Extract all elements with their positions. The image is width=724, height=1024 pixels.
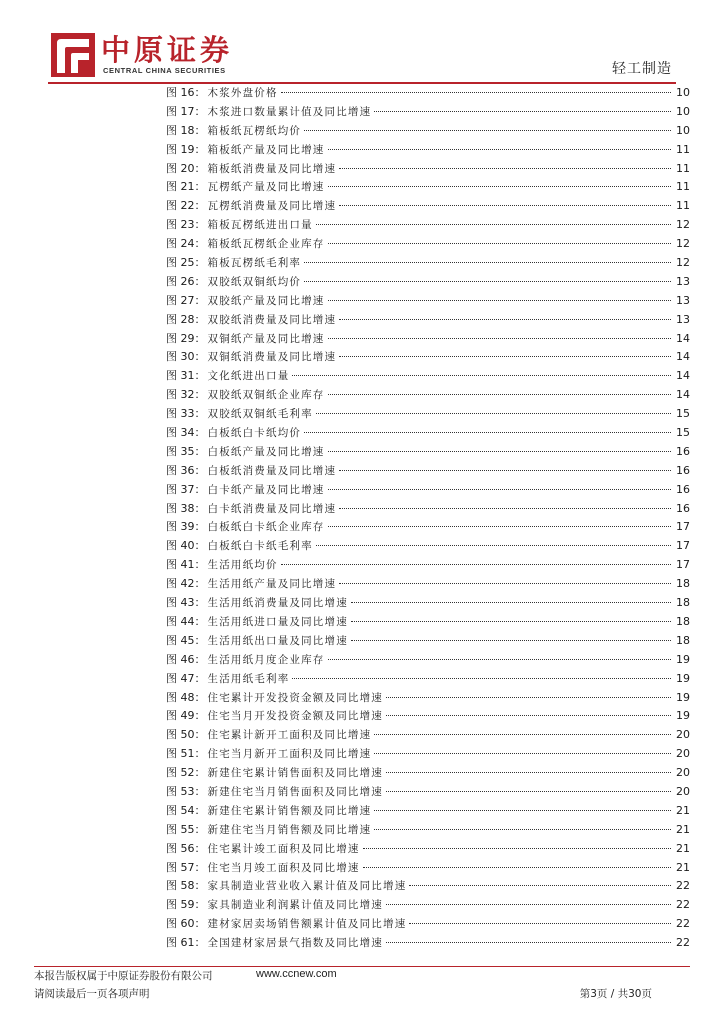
toc-entry[interactable] (166, 518, 690, 537)
page-number: 第3页 / 共30页 (579, 988, 652, 1000)
toc-figure-title: 住宅累计竣工面积及同比增速 (207, 842, 360, 855)
toc-entry[interactable] (166, 651, 690, 670)
toc-figure-number: 图 41： (166, 558, 206, 572)
toc-figure-number: 图 31： (166, 369, 206, 383)
toc-page-number: 11 (676, 180, 690, 194)
toc-figure-number: 图 28： (166, 312, 206, 326)
toc-figure-number: 图 52： (166, 766, 206, 780)
toc-page-number: 12 (676, 256, 690, 270)
toc-figure-number: 图 26： (166, 274, 206, 288)
toc-entry[interactable] (166, 689, 690, 708)
toc-dot-leader (386, 942, 671, 943)
toc-page-number: 13 (676, 293, 690, 307)
toc-dot-leader (374, 753, 671, 754)
toc-figure-number: 图 19： (166, 142, 206, 156)
company-name-en: CENTRAL CHINA SECURITIES (103, 66, 226, 75)
toc-dot-leader (328, 659, 672, 660)
toc-dot-leader (328, 338, 672, 339)
toc-figure-title: 家具制造业利润累计值及同比增速 (207, 899, 383, 912)
toc-page-number: 22 (676, 898, 690, 912)
toc-figure-number: 图 17： (166, 104, 206, 118)
toc-dot-leader (339, 319, 671, 320)
toc-dot-leader (339, 356, 671, 357)
toc-page-number: 16 (676, 482, 690, 496)
toc-figure-title: 双胶纸双铜纸企业库存 (207, 389, 325, 402)
toc-figure-title: 双胶纸产量及同比增速 (207, 294, 325, 307)
toc-entry[interactable] (166, 745, 690, 764)
toc-figure-title: 生活用纸进口量及同比增速 (207, 615, 348, 628)
toc-figure-title: 箱板纸消费量及同比增速 (207, 162, 337, 175)
toc-page-number: 10 (676, 86, 690, 99)
toc-figure-title: 新建住宅累计销售面积及同比增速 (207, 767, 383, 780)
toc-figure-number: 图 47： (166, 671, 206, 685)
toc-figure-number: 图 56： (166, 841, 206, 855)
toc-entry[interactable] (166, 537, 690, 556)
toc-entry[interactable] (166, 216, 690, 235)
toc-figure-title: 白板纸白卡纸毛利率 (207, 540, 313, 553)
toc-page-number: 20 (676, 766, 690, 780)
toc-entry[interactable] (166, 292, 690, 311)
toc-dot-leader (316, 224, 671, 225)
toc-dot-leader (316, 413, 671, 414)
toc-page-number: 16 (676, 444, 690, 458)
toc-dot-leader (304, 262, 671, 263)
toc-figure-title: 文化纸进出口量 (207, 370, 290, 383)
toc-entry[interactable] (166, 254, 690, 273)
toc-entry[interactable] (166, 197, 690, 216)
toc-figure-title: 家具制造业营业收入累计值及同比增速 (207, 880, 407, 893)
toc-page-number: 19 (676, 652, 690, 666)
toc-page-number: 11 (676, 142, 690, 156)
toc-figure-number: 图 43： (166, 596, 206, 610)
toc-page-number: 13 (676, 274, 690, 288)
toc-figure-title: 住宅累计开发投资金额及同比增速 (207, 691, 383, 704)
toc-dot-leader (386, 772, 671, 773)
toc-dot-leader (386, 904, 671, 905)
toc-dot-leader (281, 564, 671, 565)
toc-page-number: 16 (676, 463, 690, 477)
toc-figure-title: 双铜纸消费量及同比增速 (207, 351, 337, 364)
toc-figure-title: 新建住宅当月销售额及同比增速 (207, 823, 372, 836)
toc-page-number: 10 (676, 104, 690, 118)
toc-figure-number: 图 44： (166, 614, 206, 628)
toc-figure-number: 图 48： (166, 690, 206, 704)
toc-dot-leader (339, 470, 671, 471)
disclaimer-note: 请阅读最后一页各项声明 (34, 988, 150, 1000)
toc-dot-leader (374, 829, 671, 830)
toc-page-number: 22 (676, 879, 690, 893)
toc-page-number: 18 (676, 614, 690, 628)
toc-dot-leader (328, 300, 672, 301)
toc-page-number: 19 (676, 671, 690, 685)
toc-entry[interactable] (166, 141, 690, 160)
toc-dot-leader (374, 810, 671, 811)
toc-figure-title: 生活用纸毛利率 (207, 672, 290, 685)
toc-page-number: 12 (676, 237, 690, 251)
toc-figure-title: 箱板纸瓦楞纸均价 (207, 124, 302, 137)
toc-page-number: 19 (676, 709, 690, 723)
toc-figure-title: 住宅累计新开工面积及同比增速 (207, 729, 372, 742)
toc-page-number: 14 (676, 350, 690, 364)
toc-figure-title: 住宅当月竣工面积及同比增速 (207, 861, 360, 874)
industry-label: 轻工制造 (612, 61, 672, 77)
toc-entry[interactable] (166, 896, 690, 915)
toc-page-number: 21 (676, 803, 690, 817)
toc-dot-leader (316, 545, 671, 546)
toc-entry[interactable] (166, 500, 690, 519)
toc-entry[interactable] (166, 802, 690, 821)
toc-figure-title: 白板纸产量及同比增速 (207, 445, 325, 458)
toc-figure-number: 图 23： (166, 218, 206, 232)
toc-entry[interactable] (166, 934, 690, 953)
toc-entry[interactable] (166, 613, 690, 632)
toc-dot-leader (304, 432, 671, 433)
toc-figure-title: 白板纸消费量及同比增速 (207, 464, 337, 477)
toc-dot-leader (281, 92, 671, 93)
toc-page-number: 17 (676, 520, 690, 534)
toc-dot-leader (386, 697, 671, 698)
toc-page-number: 22 (676, 936, 690, 950)
toc-figure-title: 白卡纸产量及同比增速 (207, 483, 325, 496)
toc-figure-title: 箱板纸瓦楞纸企业库存 (207, 238, 325, 251)
toc-entry[interactable] (166, 160, 690, 179)
toc-figure-title: 箱板纸产量及同比增速 (207, 143, 325, 156)
toc-page-number: 14 (676, 331, 690, 345)
toc-figure-title: 新建住宅当月销售面积及同比增速 (207, 785, 383, 798)
toc-entry[interactable] (166, 178, 690, 197)
toc-page-number: 21 (676, 822, 690, 836)
toc-figure-number: 图 39： (166, 520, 206, 534)
toc-figure-title: 新建住宅累计销售额及同比增速 (207, 804, 372, 817)
toc-dot-leader (328, 489, 672, 490)
footer-divider (34, 966, 690, 967)
toc-dot-leader (328, 526, 672, 527)
toc-dot-leader (409, 885, 671, 886)
toc-entry[interactable] (166, 424, 690, 443)
toc-figure-number: 图 54： (166, 803, 206, 817)
toc-page-number: 20 (676, 728, 690, 742)
toc-page-number: 18 (676, 577, 690, 591)
toc-entry[interactable] (166, 481, 690, 500)
toc-figure-number: 图 35： (166, 444, 206, 458)
toc-figure-title: 生活用纸均价 (207, 559, 278, 572)
toc-figure-title: 生活用纸产量及同比增速 (207, 578, 337, 591)
page-header (0, 0, 724, 84)
toc-figure-title: 双胶纸双铜纸毛利率 (207, 408, 313, 421)
toc-entry[interactable] (166, 367, 690, 386)
toc-dot-leader (363, 867, 671, 868)
toc-dot-leader (328, 394, 672, 395)
toc-figure-number: 图 36： (166, 463, 206, 477)
toc-entry[interactable] (166, 764, 690, 783)
toc-dot-leader (374, 734, 671, 735)
toc-figure-number: 图 59： (166, 898, 206, 912)
toc-page-number: 19 (676, 690, 690, 704)
toc-entry[interactable] (166, 443, 690, 462)
toc-dot-leader (339, 168, 671, 169)
toc-page-number: 13 (676, 312, 690, 326)
toc-entry[interactable] (166, 915, 690, 934)
toc-page-number: 15 (676, 426, 690, 440)
toc-entry[interactable] (166, 462, 690, 481)
toc-page-number: 20 (676, 784, 690, 798)
toc-figure-title: 木浆外盘价格 (207, 87, 278, 99)
toc-dot-leader (328, 149, 672, 150)
toc-dot-leader (386, 715, 671, 716)
toc-entry[interactable] (166, 386, 690, 405)
toc-page-number: 12 (676, 218, 690, 232)
toc-figure-number: 图 40： (166, 539, 206, 553)
toc-figure-number: 图 25： (166, 256, 206, 270)
toc-page-number: 14 (676, 388, 690, 402)
toc-page-number: 20 (676, 747, 690, 761)
toc-dot-leader (292, 375, 671, 376)
toc-figure-number: 图 42： (166, 577, 206, 591)
toc-figure-number: 图 21： (166, 180, 206, 194)
toc-entry[interactable] (166, 575, 690, 594)
toc-figure-title: 建材家居卖场销售额累计值及同比增速 (207, 918, 407, 931)
toc-figure-number: 图 37： (166, 482, 206, 496)
toc-figure-number: 图 57： (166, 860, 206, 874)
toc-figure-title: 生活用纸出口量及同比增速 (207, 634, 348, 647)
toc-dot-leader (386, 791, 671, 792)
toc-entry[interactable] (166, 670, 690, 689)
toc-entry[interactable] (166, 556, 690, 575)
toc-figure-number: 图 33： (166, 407, 206, 421)
toc-entry[interactable] (166, 877, 690, 896)
toc-figure-number: 图 60： (166, 917, 206, 931)
toc-figure-number: 图 49： (166, 709, 206, 723)
toc-figure-number: 图 20： (166, 161, 206, 175)
toc-entry[interactable] (166, 783, 690, 802)
figure-list (166, 84, 690, 953)
toc-figure-number: 图 38： (166, 501, 206, 515)
toc-figure-number: 图 46： (166, 652, 206, 666)
toc-entry[interactable] (166, 726, 690, 745)
toc-dot-leader (328, 451, 672, 452)
toc-page-number: 17 (676, 539, 690, 553)
toc-entry[interactable] (166, 859, 690, 878)
toc-dot-leader (304, 130, 671, 131)
toc-figure-title: 双铜纸产量及同比增速 (207, 332, 325, 345)
toc-dot-leader (328, 186, 672, 187)
toc-figure-number: 图 55： (166, 822, 206, 836)
toc-figure-title: 瓦楞纸产量及同比增速 (207, 181, 325, 194)
website-link[interactable]: www.ccnew.com (256, 968, 337, 980)
toc-figure-title: 白卡纸消费量及同比增速 (207, 502, 337, 515)
toc-figure-title: 双胶纸双铜纸均价 (207, 275, 302, 288)
toc-figure-title: 全国建材家居景气指数及同比增速 (207, 937, 383, 950)
toc-figure-number: 图 24： (166, 237, 206, 251)
toc-entry[interactable] (166, 235, 690, 254)
toc-entry[interactable] (166, 594, 690, 613)
toc-figure-number: 图 45： (166, 633, 206, 647)
toc-page-number: 16 (676, 501, 690, 515)
toc-figure-title: 瓦楞纸消费量及同比增速 (207, 200, 337, 213)
toc-figure-number: 图 34： (166, 426, 206, 440)
toc-page-number: 18 (676, 596, 690, 610)
toc-figure-title: 生活用纸月度企业库存 (207, 653, 325, 666)
toc-figure-number: 图 32： (166, 388, 206, 402)
toc-entry[interactable] (166, 707, 690, 726)
toc-figure-number: 图 53： (166, 784, 206, 798)
toc-entry[interactable] (166, 840, 690, 859)
toc-entry[interactable] (166, 348, 690, 367)
toc-figure-number: 图 27： (166, 293, 206, 307)
toc-figure-number: 图 22： (166, 199, 206, 213)
toc-figure-title: 木浆进口数量累计值及同比增速 (207, 105, 372, 118)
toc-dot-leader (339, 205, 671, 206)
toc-figure-title: 白板纸白卡纸均价 (207, 427, 302, 440)
toc-figure-number: 图 30： (166, 350, 206, 364)
toc-dot-leader (328, 243, 672, 244)
company-name-cn: 中原证券 (101, 33, 234, 67)
toc-dot-leader (339, 508, 671, 509)
toc-figure-number: 图 51： (166, 747, 206, 761)
toc-figure-title: 箱板瓦楞纸进出口量 (207, 219, 313, 232)
company-logo-icon (51, 33, 95, 77)
toc-figure-number: 图 29： (166, 331, 206, 345)
toc-entry[interactable] (166, 84, 690, 103)
toc-figure-title: 箱板瓦楞纸毛利率 (207, 257, 302, 270)
toc-page-number: 18 (676, 633, 690, 647)
toc-dot-leader (351, 640, 671, 641)
toc-figure-number: 图 16： (166, 86, 206, 99)
toc-entry[interactable] (166, 311, 690, 330)
toc-dot-leader (409, 923, 671, 924)
toc-page-number: 22 (676, 917, 690, 931)
toc-figure-title: 住宅当月开发投资金额及同比增速 (207, 710, 383, 723)
toc-entry[interactable] (166, 122, 690, 141)
toc-figure-number: 图 61： (166, 936, 206, 950)
copyright-notice: 本报告版权属于中原证券股份有限公司 (34, 970, 213, 982)
toc-entry[interactable] (166, 330, 690, 349)
toc-dot-leader (351, 602, 671, 603)
toc-page-number: 15 (676, 407, 690, 421)
toc-entry[interactable] (166, 821, 690, 840)
toc-entry[interactable] (166, 273, 690, 292)
toc-entry[interactable] (166, 632, 690, 651)
toc-dot-leader (292, 678, 671, 679)
toc-figure-title: 生活用纸消费量及同比增速 (207, 597, 348, 610)
toc-page-number: 17 (676, 558, 690, 572)
toc-figure-number: 图 50： (166, 728, 206, 742)
toc-page-number: 21 (676, 860, 690, 874)
toc-figure-number: 图 58： (166, 879, 206, 893)
toc-figure-title: 白板纸白卡纸企业库存 (207, 521, 325, 534)
toc-page-number: 11 (676, 161, 690, 175)
toc-figure-title: 双胶纸消费量及同比增速 (207, 313, 337, 326)
toc-entry[interactable] (166, 405, 690, 424)
toc-dot-leader (304, 281, 671, 282)
toc-dot-leader (363, 848, 671, 849)
toc-dot-leader (374, 111, 671, 112)
toc-dot-leader (351, 621, 671, 622)
toc-figure-number: 图 18： (166, 123, 206, 137)
toc-page-number: 10 (676, 123, 690, 137)
toc-page-number: 21 (676, 841, 690, 855)
toc-figure-title: 住宅当月新开工面积及同比增速 (207, 748, 372, 761)
toc-entry[interactable] (166, 103, 690, 122)
toc-dot-leader (339, 583, 671, 584)
toc-page-number: 11 (676, 199, 690, 213)
toc-page-number: 14 (676, 369, 690, 383)
